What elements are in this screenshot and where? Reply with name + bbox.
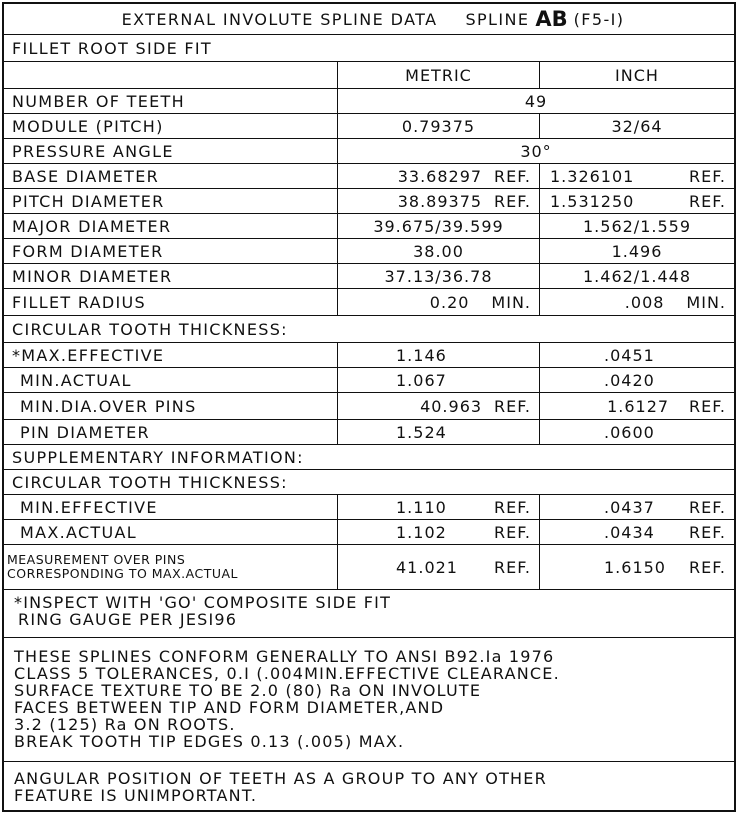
metric-value: 1.067 xyxy=(338,368,540,392)
metric-value: 38.00 xyxy=(338,239,540,263)
section-label: SUPPLEMENTARY INFORMATION: xyxy=(12,447,304,467)
note-line: FEATURE IS UNIMPORTANT. xyxy=(14,786,258,805)
ref-suffix: REF. xyxy=(494,497,531,517)
table-row xyxy=(4,164,734,189)
metric-number: 41.021 xyxy=(396,557,458,577)
inch-value: .0600 xyxy=(604,422,655,442)
header-metric: METRIC xyxy=(338,62,540,88)
ref-suffix: REF. xyxy=(689,191,726,211)
note-line: *INSPECT WITH 'GO' COMPOSITE SIDE FIT xyxy=(14,593,392,612)
row-label: *MAX.EFFECTIVE xyxy=(4,343,338,367)
section-label: CIRCULAR TOOTH THICKNESS: xyxy=(12,472,288,492)
inch-number: 1.531250 xyxy=(550,191,635,211)
inch-number: 1.6150 xyxy=(604,557,666,577)
metric-value: 1.146 xyxy=(338,343,540,367)
inch-value xyxy=(540,520,734,544)
row-label: PIN DIAMETER xyxy=(4,420,338,444)
header-inch: INCH xyxy=(615,65,659,85)
row-label: MINOR DIAMETER xyxy=(4,264,338,288)
inch-number: .0434 xyxy=(604,522,655,542)
row-label: MODULE (PITCH) xyxy=(4,114,338,138)
table-title xyxy=(4,4,734,34)
min-suffix: MIN. xyxy=(686,292,726,312)
table-row xyxy=(4,114,734,139)
title-row xyxy=(4,4,734,35)
inch-value xyxy=(540,164,734,188)
ref-suffix: REF. xyxy=(689,557,726,577)
row-label: MIN.ACTUAL xyxy=(4,368,338,392)
ref-suffix: REF. xyxy=(494,191,531,211)
metric-value xyxy=(338,164,540,188)
inch-number: 1.6127 xyxy=(607,396,670,416)
inch-value xyxy=(540,189,734,213)
metric-value xyxy=(338,393,540,419)
section-row xyxy=(4,316,734,343)
pressure-angle-value: 30° xyxy=(520,141,552,161)
note-line: BREAK TOOTH TIP EDGES 0.13 (.005) MAX. xyxy=(14,732,405,751)
angular-position-note xyxy=(4,762,734,810)
row-label-line2: CORRESPONDING TO MAX.ACTUAL xyxy=(7,566,238,581)
table-row xyxy=(4,289,734,316)
inch-value: 1.496 xyxy=(611,241,663,261)
metric-value: 1.524 xyxy=(338,420,540,444)
table-row xyxy=(4,368,734,393)
metric-number: 0.20 xyxy=(429,292,470,312)
table-row xyxy=(4,393,734,420)
metric-number: 33.68297 xyxy=(397,166,483,186)
section-row xyxy=(4,470,734,495)
metric-value xyxy=(338,495,540,519)
row-label: NUMBER OF TEETH xyxy=(4,89,338,113)
note-line: RING GAUGE PER JESI96 xyxy=(18,610,238,629)
ref-suffix: REF. xyxy=(494,396,531,416)
inch-number: .008 xyxy=(624,292,665,312)
row-label: MIN.EFFECTIVE xyxy=(4,495,338,519)
spline-data-table xyxy=(2,2,736,812)
row-label-line1: MEASUREMENT OVER PINS xyxy=(7,552,186,567)
inch-value xyxy=(540,393,734,419)
inch-value: 32/64 xyxy=(611,116,663,136)
inch-value: 1.562/1.559 xyxy=(583,216,691,236)
note-line: ANGULAR POSITION OF TEETH AS A GROUP TO ANY OTHER xyxy=(14,769,547,788)
metric-number: 1.110 xyxy=(396,497,447,517)
row-label: MAX.ACTUAL xyxy=(4,520,338,544)
metric-value: 39.675/39.599 xyxy=(338,214,540,238)
ref-suffix: REF. xyxy=(689,166,726,186)
header-blank xyxy=(4,62,338,88)
metric-number: 40.963 xyxy=(420,396,483,416)
table-row xyxy=(4,189,734,214)
ref-suffix: REF. xyxy=(689,396,726,416)
table-row xyxy=(4,239,734,264)
metric-value xyxy=(338,520,540,544)
inch-value xyxy=(540,289,734,315)
table-row xyxy=(4,343,734,368)
ref-suffix: REF. xyxy=(494,557,531,577)
title-spline-id: AB xyxy=(535,7,568,31)
inch-value xyxy=(540,495,734,519)
note-line: 3.2 (125) Ra ON ROOTS. xyxy=(14,715,236,734)
title-spline-ref: (F5-I) xyxy=(573,9,625,29)
row-label: BASE DIAMETER xyxy=(4,164,338,188)
ref-suffix: REF. xyxy=(689,522,726,542)
metric-value: 0.79375 xyxy=(338,114,540,138)
table-row xyxy=(4,545,734,590)
row-label: MAJOR DIAMETER xyxy=(4,214,338,238)
conformance-note xyxy=(4,638,734,762)
note-line: THESE SPLINES CONFORM GENERALLY TO ANSI B92.Ia 1976 xyxy=(14,647,555,666)
min-suffix: MIN. xyxy=(491,292,531,312)
inch-value: 1.462/1.448 xyxy=(583,266,691,286)
table-row xyxy=(4,264,734,289)
table-row xyxy=(4,420,734,445)
row-label: FORM DIAMETER xyxy=(4,239,338,263)
metric-number: 1.102 xyxy=(396,522,447,542)
title-prefix: EXTERNAL INVOLUTE SPLINE DATA xyxy=(121,9,438,29)
row-label: PRESSURE ANGLE xyxy=(4,139,338,163)
table-row xyxy=(4,139,734,164)
inch-number: 1.326101 xyxy=(550,166,635,186)
inch-value: .0420 xyxy=(604,370,655,390)
metric-value xyxy=(338,289,540,315)
table-row xyxy=(4,520,734,545)
note-line: FACES BETWEEN TIP AND FORM DIAMETER,AND xyxy=(14,698,445,717)
table-row xyxy=(4,495,734,520)
metric-value xyxy=(338,545,540,589)
table-row xyxy=(4,89,734,114)
section-label: CIRCULAR TOOTH THICKNESS: xyxy=(12,319,288,339)
ref-suffix: REF. xyxy=(494,166,531,186)
teeth-value: 49 xyxy=(524,91,548,111)
ref-suffix: REF. xyxy=(494,522,531,542)
title-spline-word: SPLINE xyxy=(465,9,530,29)
inspect-note xyxy=(4,590,734,638)
section-row xyxy=(4,445,734,470)
metric-value: 37.13/36.78 xyxy=(338,264,540,288)
row-label: PITCH DIAMETER xyxy=(4,189,338,213)
row-label xyxy=(4,545,338,589)
table-row xyxy=(4,214,734,239)
note-line: CLASS 5 TOLERANCES, 0.I (.004MIN.EFFECTIVE CLEARANCE. xyxy=(14,664,560,683)
note-line: SURFACE TEXTURE TO BE 2.0 (80) Ra ON INVOLUTE xyxy=(14,681,482,700)
metric-number: 38.89375 xyxy=(397,191,483,211)
fit-row xyxy=(4,35,734,62)
inch-value: .0451 xyxy=(604,345,655,365)
inch-number: .0437 xyxy=(604,497,655,517)
row-label: FILLET RADIUS xyxy=(4,289,338,315)
ref-suffix: REF. xyxy=(689,497,726,517)
column-header-row xyxy=(4,62,734,89)
metric-value xyxy=(338,189,540,213)
fit-type: FILLET ROOT SIDE FIT xyxy=(12,38,212,58)
row-label: MIN.DIA.OVER PINS xyxy=(4,393,338,419)
inch-value xyxy=(540,545,734,589)
